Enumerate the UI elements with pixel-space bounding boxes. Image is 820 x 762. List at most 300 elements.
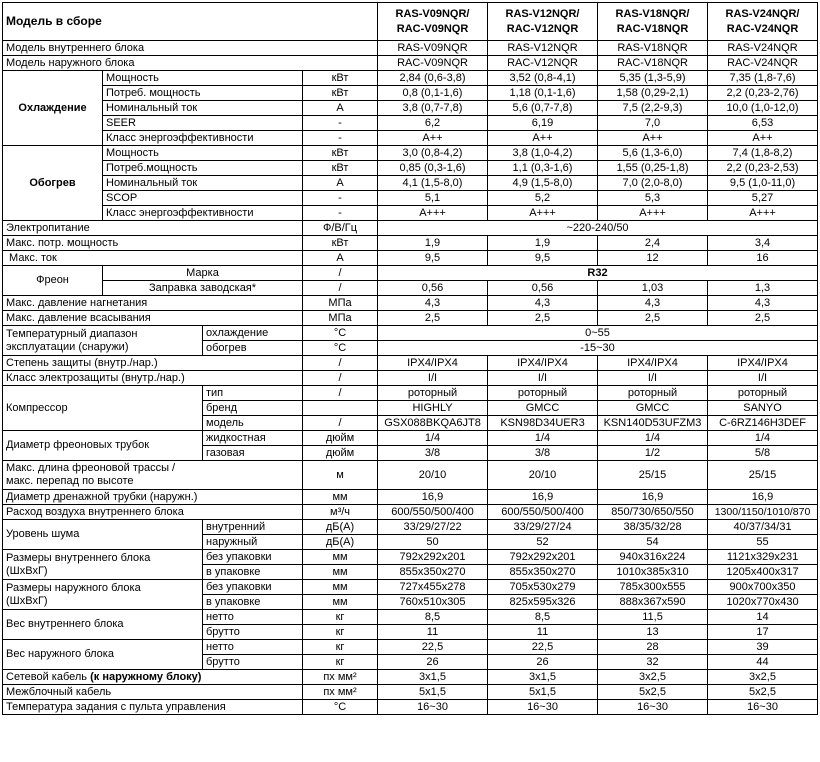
value-cell: RAS-V12NQR <box>488 41 598 56</box>
value-cell: роторный <box>598 386 708 401</box>
group-label-indoor-dims <box>3 550 203 580</box>
value-cell: 4,3 <box>488 296 598 311</box>
table-row <box>3 685 818 700</box>
value-cell: 2,5 <box>708 311 818 326</box>
value-cell-merged: ~220-240/50 <box>378 221 818 236</box>
value-cell: 1,03 <box>598 281 708 296</box>
unit-cell: кВт <box>303 236 378 251</box>
value-cell: 1,58 (0,29-2,1) <box>598 86 708 101</box>
value-cell: A+++ <box>378 206 488 221</box>
header-model-cell <box>598 3 708 41</box>
value-cell: 5x1,5 <box>488 685 598 700</box>
value-cell: 2,5 <box>488 311 598 326</box>
unit-cell: / <box>303 356 378 371</box>
value-cell: 8,5 <box>488 610 598 625</box>
value-cell: 16~30 <box>708 700 818 715</box>
value-cell: 5x2,5 <box>598 685 708 700</box>
unit-cell: кг <box>303 655 378 670</box>
value-cell: 5,6 (1,3-6,0) <box>598 146 708 161</box>
unit-cell: пх мм² <box>303 670 378 685</box>
header-title: Модель в сборе <box>3 3 378 41</box>
header-model-cell <box>378 3 488 41</box>
value-cell: 7,5 (2,2-9,3) <box>598 101 708 116</box>
value-cell: 3,8 (1,0-4,2) <box>488 146 598 161</box>
value-cell: 20/10 <box>378 461 488 490</box>
value-cell: 11,5 <box>598 610 708 625</box>
row-label: Марка <box>103 266 303 281</box>
value-cell: 600/550/500/400 <box>378 505 488 520</box>
table-row <box>3 490 818 505</box>
row-label <box>3 670 303 685</box>
unit-cell: дюйм <box>303 431 378 446</box>
unit-cell: кВт <box>303 71 378 86</box>
value-cell: SANYO <box>708 401 818 416</box>
value-cell: RAC-V18NQR <box>598 56 708 71</box>
value-cell: 3,8 (0,7-7,8) <box>378 101 488 116</box>
value-cell: 2,2 (0,23-2,53) <box>708 161 818 176</box>
value-cell-merged: R32 <box>378 266 818 281</box>
unit-cell: МПа <box>303 311 378 326</box>
row-label: брутто <box>203 625 303 640</box>
value-cell: 9,5 (1,0-11,0) <box>708 176 818 191</box>
value-cell: GMCC <box>598 401 708 416</box>
value-cell: GMCC <box>488 401 598 416</box>
unit-cell: дБ(А) <box>303 520 378 535</box>
unit-cell: мм <box>303 580 378 595</box>
row-label <box>3 461 303 490</box>
value-cell: HIGHLY <box>378 401 488 416</box>
value-cell: KSN140D53UFZM3 <box>598 416 708 431</box>
unit-cell: / <box>303 371 378 386</box>
table-row <box>3 131 818 146</box>
value-cell: 7,0 <box>598 116 708 131</box>
row-label: Потреб. мощность <box>103 86 303 101</box>
unit-cell: / <box>303 386 378 401</box>
value-cell: IPX4/IPX4 <box>598 356 708 371</box>
group-label-outdoor-dims <box>3 580 203 610</box>
header-model-line1: RAS-V12NQR/ <box>505 7 580 20</box>
header-row <box>3 3 818 41</box>
value-cell: 1,3 <box>708 281 818 296</box>
value-cell: 52 <box>488 535 598 550</box>
value-cell: 825x595x326 <box>488 595 598 610</box>
value-cell: 38/35/32/28 <box>598 520 708 535</box>
unit-cell: кВт <box>303 161 378 176</box>
value-cell: 20/10 <box>488 461 598 490</box>
unit-cell: пх мм² <box>303 685 378 700</box>
table-row <box>3 580 818 595</box>
table-row <box>3 281 818 296</box>
value-cell: 1,9 <box>488 236 598 251</box>
table-row <box>3 161 818 176</box>
value-cell: 55 <box>708 535 818 550</box>
table-row <box>3 101 818 116</box>
value-cell: роторный <box>488 386 598 401</box>
value-cell: 0,8 (0,1-1,6) <box>378 86 488 101</box>
table-row <box>3 236 818 251</box>
value-cell: 22,5 <box>378 640 488 655</box>
value-cell: 0,56 <box>378 281 488 296</box>
table-row <box>3 520 818 535</box>
value-cell: 3,4 <box>708 236 818 251</box>
value-cell: 4,1 (1,5-8,0) <box>378 176 488 191</box>
row-label: Мощность <box>103 71 303 86</box>
row-label: Модель внутреннего блока <box>3 41 378 56</box>
unit-cell: - <box>303 191 378 206</box>
value-cell: 26 <box>378 655 488 670</box>
value-cell: 25/15 <box>598 461 708 490</box>
group-label-freon: Фреон <box>3 266 103 296</box>
header-model-line1: RAS-V09NQR/ <box>395 7 470 20</box>
value-cell: 7,4 (1,8-8,2) <box>708 146 818 161</box>
value-cell: 54 <box>598 535 708 550</box>
value-cell: I/I <box>708 371 818 386</box>
table-row <box>3 311 818 326</box>
indoor-dims-line1: Размеры внутреннего блока <box>6 551 151 564</box>
value-cell: 14 <box>708 610 818 625</box>
row-label: Расход воздуха внутреннего блока <box>3 505 303 520</box>
unit-cell: МПа <box>303 296 378 311</box>
value-cell: 22,5 <box>488 640 598 655</box>
value-cell: 6,19 <box>488 116 598 131</box>
value-cell: 6,2 <box>378 116 488 131</box>
value-cell: 5,3 <box>598 191 708 206</box>
value-cell: KSN98D34UER3 <box>488 416 598 431</box>
value-cell: 3x1,5 <box>488 670 598 685</box>
value-cell: 12 <box>598 251 708 266</box>
value-cell: 855x350x270 <box>378 565 488 580</box>
value-cell: 3,52 (0,8-4,1) <box>488 71 598 86</box>
row-label: Заправка заводская* <box>103 281 303 296</box>
pipe-length-line1: Макс. длина фреоновой трассы / <box>6 462 176 474</box>
row-label: охлаждение <box>203 326 303 341</box>
value-cell: 0,85 (0,3-1,6) <box>378 161 488 176</box>
value-cell: 7,35 (1,8-7,6) <box>708 71 818 86</box>
indoor-dims-line2: (ШхВхГ) <box>6 564 48 577</box>
table-row <box>3 146 818 161</box>
value-cell: роторный <box>378 386 488 401</box>
table-row <box>3 71 818 86</box>
spec-table <box>2 2 818 715</box>
value-cell: 50 <box>378 535 488 550</box>
table-row <box>3 206 818 221</box>
temp-range-line1: Температурный диапазон <box>6 327 138 340</box>
value-cell: 600/550/500/400 <box>488 505 598 520</box>
value-cell: 17 <box>708 625 818 640</box>
header-model-line2: RAC-V09NQR <box>396 22 469 35</box>
value-cell: 5,27 <box>708 191 818 206</box>
unit-cell: °C <box>303 341 378 356</box>
value-cell: 44 <box>708 655 818 670</box>
unit-cell: / <box>303 266 378 281</box>
value-cell: 40/37/34/31 <box>708 520 818 535</box>
row-label: бренд <box>203 401 303 416</box>
value-cell: 3x2,5 <box>598 670 708 685</box>
value-cell: 16~30 <box>488 700 598 715</box>
unit-cell: дБ(А) <box>303 535 378 550</box>
value-cell: 3x1,5 <box>378 670 488 685</box>
group-label-outdoor-weight: Вес наружного блока <box>3 640 203 670</box>
value-cell: 940x316x224 <box>598 550 708 565</box>
group-label-indoor-weight: Вес внутреннего блока <box>3 610 203 640</box>
value-cell: 9,5 <box>378 251 488 266</box>
value-cell: 1205x400x317 <box>708 565 818 580</box>
value-cell: 2,84 (0,6-3,8) <box>378 71 488 86</box>
value-cell: A++ <box>598 131 708 146</box>
group-label-cooling: Охлаждение <box>3 71 103 146</box>
value-cell: A++ <box>378 131 488 146</box>
value-cell: GSX088BKQA6JT8 <box>378 416 488 431</box>
value-cell: 1,1 (0,3-1,6) <box>488 161 598 176</box>
table-row <box>3 296 818 311</box>
value-cell: 1,18 (0,1-1,6) <box>488 86 598 101</box>
value-cell: 2,5 <box>378 311 488 326</box>
value-cell: 16~30 <box>378 700 488 715</box>
row-label: тип <box>203 386 303 401</box>
value-cell: 11 <box>488 625 598 640</box>
unit-cell: мм <box>303 565 378 580</box>
header-model-line2: RAC-V18NQR <box>616 22 689 35</box>
value-cell: 5,35 (1,3-5,9) <box>598 71 708 86</box>
value-cell: 785x300x555 <box>598 580 708 595</box>
value-cell: 1020x770x430 <box>708 595 818 610</box>
unit-cell: Ф/В/Гц <box>303 221 378 236</box>
value-cell: 33/29/27/22 <box>378 520 488 535</box>
value-cell: 1/4 <box>708 431 818 446</box>
value-cell: RAC-V24NQR <box>708 56 818 71</box>
row-label: в упаковке <box>203 565 303 580</box>
pipe-length-line2: макс. перепад по высоте <box>6 475 134 487</box>
group-label-heating: Обогрев <box>3 146 103 221</box>
group-label-noise: Уровень шума <box>3 520 203 550</box>
row-label: Макс. давление нагнетания <box>3 296 303 311</box>
value-cell: IPX4/IPX4 <box>488 356 598 371</box>
row-label: наружный <box>203 535 303 550</box>
table-row <box>3 505 818 520</box>
table-row <box>3 431 818 446</box>
temp-range-line2: эксплуатации (снаружи) <box>6 340 129 353</box>
value-cell: RAS-V09NQR <box>378 41 488 56</box>
value-cell: IPX4/IPX4 <box>378 356 488 371</box>
value-cell: 900x700x350 <box>708 580 818 595</box>
value-cell: IPX4/IPX4 <box>708 356 818 371</box>
value-cell: 16,9 <box>708 490 818 505</box>
row-label: SCOP <box>103 191 303 206</box>
value-cell: 16,9 <box>378 490 488 505</box>
value-cell: RAC-V09NQR <box>378 56 488 71</box>
table-row <box>3 251 818 266</box>
table-row <box>3 221 818 236</box>
table-row <box>3 670 818 685</box>
value-cell: 792x292x201 <box>488 550 598 565</box>
value-cell-merged: 0~55 <box>378 326 818 341</box>
row-label: жидкостная <box>203 431 303 446</box>
outdoor-dims-line2: (ШхВхГ) <box>6 594 48 607</box>
table-row <box>3 356 818 371</box>
row-label: Потреб.мощность <box>103 161 303 176</box>
power-cable-label: Сетевой кабель <box>6 670 88 683</box>
value-cell: 32 <box>598 655 708 670</box>
value-cell: 705x530x279 <box>488 580 598 595</box>
value-cell: RAS-V24NQR <box>708 41 818 56</box>
value-cell: A+++ <box>488 206 598 221</box>
header-model-cell <box>488 3 598 41</box>
value-cell: 855x350x270 <box>488 565 598 580</box>
value-cell: 1/2 <box>598 446 708 461</box>
table-row <box>3 176 818 191</box>
unit-cell <box>303 401 378 416</box>
row-label: SEER <box>103 116 303 131</box>
value-cell: 5x2,5 <box>708 685 818 700</box>
value-cell: 4,9 (1,5-8,0) <box>488 176 598 191</box>
value-cell: 1/4 <box>598 431 708 446</box>
value-cell: 16~30 <box>598 700 708 715</box>
group-label-pipe-diameter: Диаметр фреоновых трубок <box>3 431 203 461</box>
table-row <box>3 461 818 490</box>
row-label: Мощность <box>103 146 303 161</box>
unit-cell: / <box>303 416 378 431</box>
value-cell: 16 <box>708 251 818 266</box>
value-cell: 28 <box>598 640 708 655</box>
value-cell: 5,2 <box>488 191 598 206</box>
value-cell: I/I <box>378 371 488 386</box>
value-cell: 25/15 <box>708 461 818 490</box>
value-cell: 10,0 (1,0-12,0) <box>708 101 818 116</box>
unit-cell: мм <box>303 490 378 505</box>
value-cell: 3/8 <box>488 446 598 461</box>
value-cell: 2,4 <box>598 236 708 251</box>
value-cell: 39 <box>708 640 818 655</box>
row-label: Номинальный ток <box>103 176 303 191</box>
unit-cell: °C <box>303 326 378 341</box>
row-label: Макс. давление всасывания <box>3 311 303 326</box>
value-cell: A++ <box>488 131 598 146</box>
value-cell: 8,5 <box>378 610 488 625</box>
value-cell: A++ <box>708 131 818 146</box>
row-label: газовая <box>203 446 303 461</box>
unit-cell: м³/ч <box>303 505 378 520</box>
table-row <box>3 640 818 655</box>
row-label: нетто <box>203 610 303 625</box>
unit-cell: A <box>303 251 378 266</box>
value-cell: 5x1,5 <box>378 685 488 700</box>
value-cell: 16,9 <box>488 490 598 505</box>
value-cell: 1,55 (0,25-1,8) <box>598 161 708 176</box>
value-cell: 4,3 <box>378 296 488 311</box>
value-cell: 1,9 <box>378 236 488 251</box>
unit-cell: кг <box>303 625 378 640</box>
unit-cell: мм <box>303 550 378 565</box>
unit-cell: м <box>303 461 378 490</box>
value-cell: 4,3 <box>598 296 708 311</box>
table-row <box>3 326 818 341</box>
row-label: Температура задания с пульта управления <box>3 700 303 715</box>
value-cell: 1010x385x310 <box>598 565 708 580</box>
value-cell: 26 <box>488 655 598 670</box>
unit-cell: кг <box>303 610 378 625</box>
value-cell: 33/29/27/24 <box>488 520 598 535</box>
value-cell: 11 <box>378 625 488 640</box>
unit-cell: - <box>303 131 378 146</box>
value-cell: 2,5 <box>598 311 708 326</box>
value-cell: 760x510x305 <box>378 595 488 610</box>
value-cell: 7,0 (2,0-8,0) <box>598 176 708 191</box>
table-row <box>3 86 818 101</box>
row-label: Модель наружного блока <box>3 56 378 71</box>
unit-cell: кВт <box>303 86 378 101</box>
value-cell: 1121x329x231 <box>708 550 818 565</box>
unit-cell: кг <box>303 640 378 655</box>
row-label: без упаковки <box>203 550 303 565</box>
table-row <box>3 386 818 401</box>
row-label: Макс. потр. мощность <box>3 236 303 251</box>
header-model-line2: RAC-V12NQR <box>506 22 579 35</box>
header-model-line1: RAS-V24NQR/ <box>725 7 800 20</box>
header-model-line2: RAC-V24NQR <box>726 22 799 35</box>
header-model-cell <box>708 3 818 41</box>
row-label: Класс энергоэффективности <box>103 131 303 146</box>
row-label: Электропитание <box>3 221 303 236</box>
row-label: Номинальный ток <box>103 101 303 116</box>
header-model-line1: RAS-V18NQR/ <box>615 7 690 20</box>
value-cell: 13 <box>598 625 708 640</box>
value-cell: A+++ <box>598 206 708 221</box>
row-label: модель <box>203 416 303 431</box>
row-label: Межблочный кабель <box>3 685 303 700</box>
row-label: Класс электрозащиты (внутр./нар.) <box>3 371 303 386</box>
row-label: без упаковки <box>203 580 303 595</box>
value-cell: 1/4 <box>378 431 488 446</box>
unit-cell: мм <box>303 595 378 610</box>
value-cell: RAC-V12NQR <box>488 56 598 71</box>
value-cell: роторный <box>708 386 818 401</box>
value-cell: 5/8 <box>708 446 818 461</box>
value-cell: 727x455x278 <box>378 580 488 595</box>
unit-cell: °C <box>303 700 378 715</box>
value-cell-merged: -15~30 <box>378 341 818 356</box>
value-cell: 1300/1150/1010/870 <box>708 505 818 520</box>
row-label: внутренний <box>203 520 303 535</box>
unit-cell: - <box>303 116 378 131</box>
value-cell: 5,6 (0,7-7,8) <box>488 101 598 116</box>
value-cell: 1/4 <box>488 431 598 446</box>
value-cell: 792x292x201 <box>378 550 488 565</box>
value-cell: 3x2,5 <box>708 670 818 685</box>
value-cell: 4,3 <box>708 296 818 311</box>
table-row <box>3 191 818 206</box>
value-cell: 2,2 (0,23-2,76) <box>708 86 818 101</box>
value-cell: C-6RZ146H3DEF <box>708 416 818 431</box>
value-cell: 16,9 <box>598 490 708 505</box>
unit-cell: / <box>303 281 378 296</box>
row-label: брутто <box>203 655 303 670</box>
value-cell: I/I <box>488 371 598 386</box>
table-row <box>3 41 818 56</box>
table-row <box>3 610 818 625</box>
group-label-temp-range <box>3 326 203 356</box>
value-cell: RAS-V18NQR <box>598 41 708 56</box>
row-label: Класс энергоэффективности <box>103 206 303 221</box>
power-cable-label-bold: (к наружному блоку) <box>90 670 202 683</box>
value-cell: 3,0 (0,8-4,2) <box>378 146 488 161</box>
row-label: обогрев <box>203 341 303 356</box>
unit-cell: кВт <box>303 146 378 161</box>
table-row <box>3 56 818 71</box>
unit-cell: дюйм <box>303 446 378 461</box>
unit-cell: A <box>303 176 378 191</box>
unit-cell: - <box>303 206 378 221</box>
group-label-compressor: Компрессор <box>3 386 203 431</box>
